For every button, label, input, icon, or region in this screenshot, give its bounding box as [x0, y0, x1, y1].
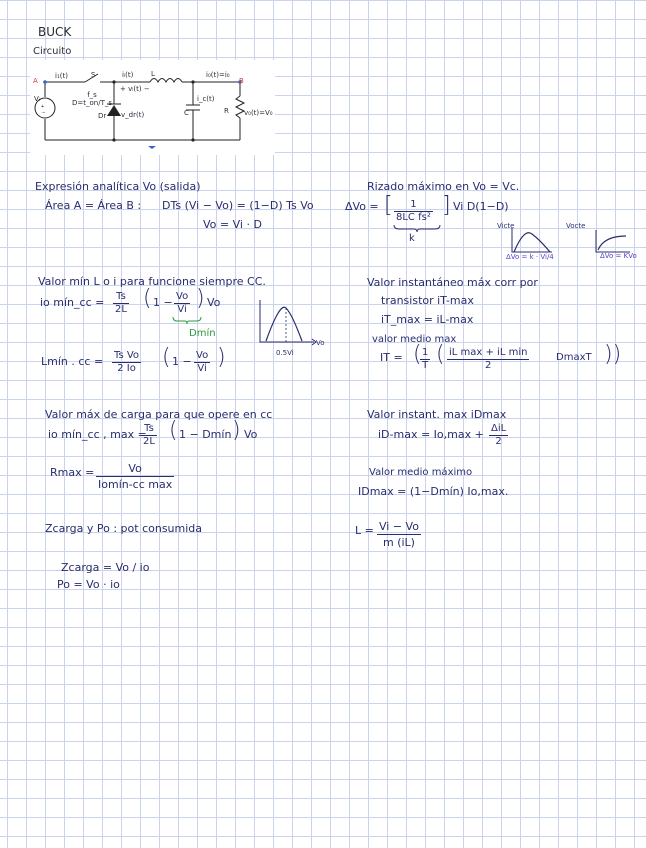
- section-load-lhs: io mín_cc , max =: [48, 428, 147, 441]
- circuit-label-il: iₗ(t): [122, 71, 134, 79]
- ripple-bracket-open: [: [384, 193, 393, 218]
- lmin-l2-inner-den: Vi: [197, 363, 207, 374]
- it-tail: DmaxT: [556, 352, 592, 363]
- lmin-l2-inner-fraction: [194, 350, 210, 375]
- section-l-lhs: L =: [355, 524, 374, 537]
- svg-text:+: +: [41, 104, 45, 110]
- it-b-num: iL max + iL min: [449, 347, 528, 358]
- lmin-l1-den: 2L: [115, 304, 127, 315]
- it-paren2-open: (: [436, 342, 445, 367]
- it-b-den: 2: [485, 360, 492, 371]
- lmin-l2-num: Ts Vo: [114, 350, 140, 361]
- lmin-l2-one-minus: 1 −: [172, 355, 192, 368]
- lmin-l1-tail: Vo: [207, 296, 221, 309]
- l-num: Vi − Vo: [379, 520, 419, 533]
- svg-text:−: −: [42, 110, 46, 116]
- section-it-heading: Valor instantáneo máx corr por: [367, 276, 538, 289]
- graph-victe-label: Victe: [497, 222, 515, 230]
- section-ripple-heading: Rizado máximo en Vo = Vc.: [367, 180, 520, 193]
- lmin-dmin-brace: [172, 316, 202, 324]
- circuit-label-vl: + vₗ(t) −: [120, 85, 150, 93]
- lmin-l1-paren-close: ): [196, 286, 205, 311]
- circuit-label-vdr: v_dr(t): [121, 111, 145, 119]
- section-lmin-l1-lhs: io mín_cc =: [40, 296, 105, 309]
- section-id-heading2: Valor medio máximo: [369, 467, 473, 478]
- circuit-label-duty: f_s D=t_on/T_s: [72, 91, 113, 107]
- section-lmin-l2-lhs: Lmín . cc =: [41, 355, 104, 368]
- section-it-lhs: IT =: [380, 351, 403, 364]
- lmin-graph-tick: 0.5Vi: [276, 349, 294, 357]
- circuit-label-vo: v₀(t)=V₀: [244, 109, 273, 117]
- lmin-l2-inner-num: Vo: [196, 350, 209, 361]
- lmin-l1-inner-fraction: [174, 291, 190, 316]
- lmin-l2-paren-open: (: [162, 345, 171, 370]
- ripple-graph-vo: [594, 228, 634, 254]
- load-num: Ts: [141, 423, 157, 436]
- section-vo-line2: Vo = Vi · D: [203, 218, 262, 231]
- it-a-den: T: [422, 360, 429, 371]
- section-it-heading3: valor medio max: [372, 334, 457, 345]
- lmin-graph-x-label: Vo: [316, 339, 325, 347]
- section-power-line2: Po = Vo · io: [57, 578, 120, 591]
- it-a-num: 1: [422, 347, 429, 358]
- section-id-line2: IDmax = (1−Dmín) Io,max.: [358, 485, 509, 498]
- section-vo-line1-eq: DTs (Vi − Vo) = (1−D) Ts Vo: [162, 199, 314, 212]
- section-it-heading2: transistor iT-max: [381, 294, 474, 307]
- section-power-line1: Zcarga = Vo / io: [61, 561, 150, 574]
- lmin-l2-paren-close: ): [217, 345, 226, 370]
- lmin-l1-one-minus: 1 −: [153, 296, 173, 309]
- circuit-label-ic: i_c(t): [197, 95, 215, 103]
- lmin-l1-inner-den: Vi: [177, 304, 187, 315]
- graph-vocte-label: Vocte: [566, 222, 586, 230]
- it-b-fraction: [447, 347, 529, 372]
- circuit-label-io: i₀(t)=i₀: [206, 71, 230, 79]
- circuit-node-a: A: [33, 77, 38, 85]
- lmin-l2-den: 2 Io: [117, 363, 136, 374]
- lmin-l1-fraction: [113, 291, 129, 316]
- it-paren-open: (: [413, 342, 422, 367]
- circuit-label-vi: Vᵢ: [34, 95, 41, 103]
- rmax-num: Vo: [96, 461, 174, 477]
- graph-vi-note: ΔVo = k · Vi/4: [506, 253, 554, 261]
- id-num: ΔiL: [491, 423, 507, 434]
- lmin-graph: [256, 298, 322, 348]
- circuit-label-i1: i₁(t): [55, 72, 68, 80]
- l-den: m (iL): [382, 536, 415, 549]
- lmin-l2-fraction: [112, 350, 141, 375]
- load-fraction: [141, 423, 157, 448]
- section-vo-line1-label: Área A = Área B :: [45, 199, 142, 212]
- section-it-line1: iT_max = iL-max: [381, 313, 474, 326]
- section-id-l1-lhs: iD-max = Io,max +: [378, 428, 484, 441]
- circuit-label-r: R: [224, 107, 229, 115]
- section-lmin-heading: Valor mín L o i para funcione siempre CC.: [38, 275, 266, 288]
- ripple-fraction: [394, 199, 433, 224]
- page-title: BUCK: [38, 25, 72, 39]
- graph-vo-note: ΔVo = KVo: [600, 252, 637, 260]
- it-a-fraction: [420, 347, 430, 372]
- ripple-underbrace: [392, 224, 442, 232]
- ripple-k-label: k: [409, 233, 415, 244]
- ripple-fraction-num: 1: [394, 199, 433, 212]
- load-paren-open: (: [169, 418, 178, 443]
- section-vo-heading: Expresión analítica Vo (salida): [35, 180, 201, 193]
- lmin-dmin-label: Dmín: [189, 328, 216, 339]
- lmin-l1-num: Ts: [113, 291, 129, 304]
- lmin-l1-paren-open: (: [143, 286, 152, 311]
- ripple-graph-vi: [510, 226, 555, 256]
- circuit-label-s: S: [91, 71, 96, 79]
- rmax-den: Iomín-cc max: [98, 478, 173, 491]
- ripple-fraction-den: 8LC fs²: [396, 212, 431, 223]
- id-fraction: [489, 423, 508, 448]
- section-id-heading: Valor instant. max iDmax: [367, 408, 507, 421]
- l-fraction: [377, 519, 421, 550]
- section-power-heading: Zcarga y Po : pot consumida: [45, 522, 203, 535]
- circuit-label-c: C: [184, 109, 189, 117]
- section-ripple-lhs: ΔVo =: [345, 200, 379, 213]
- load-den: 2L: [143, 436, 155, 447]
- rmax-lhs: Rmax =: [50, 466, 95, 479]
- circuit-node-b: B: [239, 77, 244, 85]
- load-tail: Vo: [244, 428, 258, 441]
- lmin-l1-inner-num: Vo: [176, 291, 189, 302]
- load-paren-close: ): [232, 418, 241, 443]
- page-subtitle: Circuito: [33, 46, 72, 57]
- ripple-bracket-close: ]: [442, 193, 451, 218]
- id-den: 2: [495, 436, 502, 447]
- section-load-heading: Valor máx de carga para que opere en cc: [45, 408, 273, 421]
- rmax-fraction: [96, 461, 174, 492]
- load-inner: 1 − Dmín: [179, 428, 232, 441]
- circuit-label-l: L: [151, 70, 155, 78]
- section-ripple-rest: Vi D(1−D): [453, 200, 509, 213]
- circuit-label-dr: Dr: [98, 112, 107, 120]
- it-paren-close: )): [604, 342, 622, 367]
